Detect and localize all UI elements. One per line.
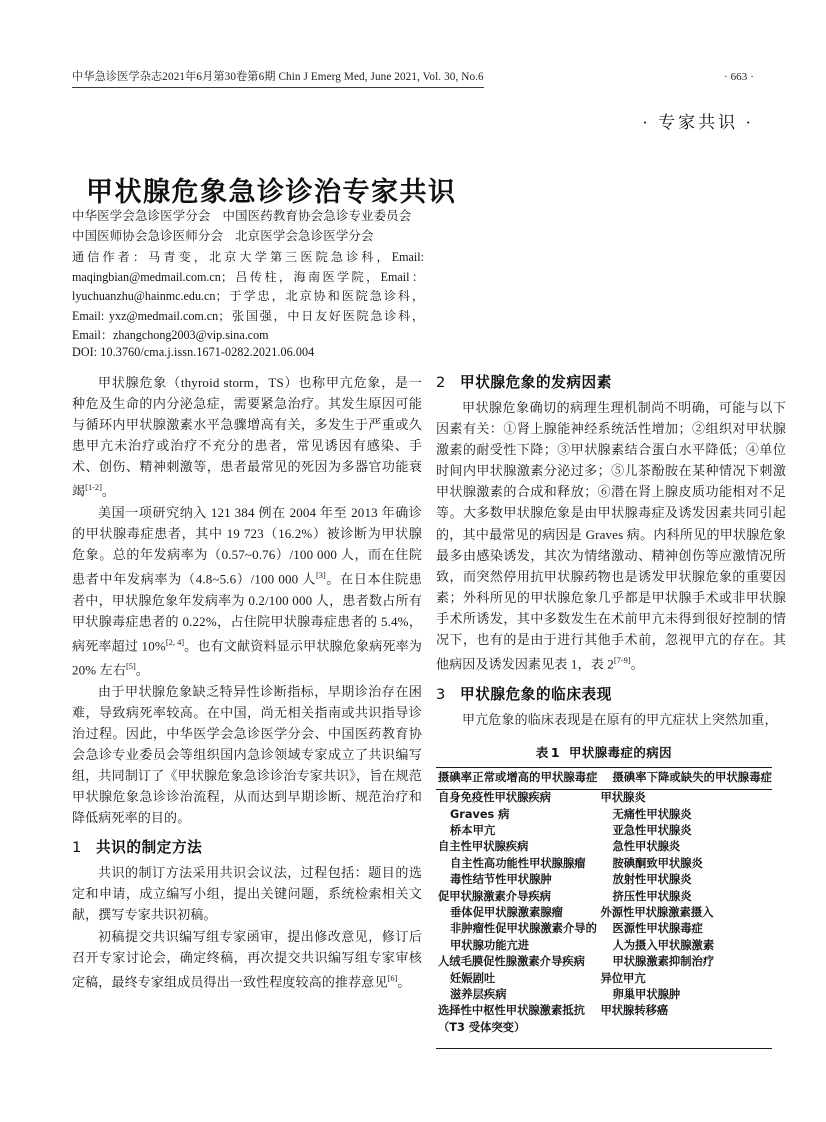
organization-0-b: 中国医药教育协会急诊专业委员会 (222, 209, 412, 223)
table-head (436, 767, 772, 789)
table-cell-text: 毒性结节性甲状腺肿 (450, 873, 552, 887)
table-cell-text: 医源性甲状腺毒症 (612, 922, 703, 936)
page-title: 甲状腺危象急诊诊治专家共识 (86, 177, 457, 208)
table-cell-text: 妊娠剧吐 (450, 971, 496, 985)
reference-marker: [5] (125, 662, 136, 672)
paragraph: 由于甲状腺危象缺乏特异性诊断指标，早期诊治存在困难，导致病死率较高。在中国，尚无相关指南或共识指导诊治过程。因此，中华医学会急诊医学分会、中国医药教育协会急诊专业委员会等组织国内急诊领域专家成立了共识编写组，共同制订了《甲状腺危象急诊诊治专家共识》，旨在规范甲状腺危象急诊诊治流程，从而达到早期诊断、规范治疗和降低病死率的目的。 (72, 683, 422, 826)
table-cell (598, 905, 772, 921)
table-row (436, 1020, 772, 1040)
table-cell (598, 1003, 772, 1019)
table-1 (436, 767, 772, 1041)
paragraph: 甲亢危象的临床表现是在原有的甲亢症状上突然加重， (462, 711, 778, 727)
table-cell (436, 971, 598, 987)
table-cell-text: （T3 受体突变） (438, 1020, 526, 1034)
table-cell (598, 889, 772, 905)
table-cell-text: 外源性甲状腺激素摄入 (600, 905, 714, 919)
table-row (436, 938, 772, 954)
table-cell (436, 905, 598, 921)
table-cell (598, 872, 772, 888)
running-head (72, 68, 754, 88)
table-caption (436, 742, 772, 763)
table-cell (598, 790, 772, 807)
section-heading-2 (436, 372, 786, 394)
organization-block (72, 207, 422, 246)
table-cell-text: 人为摄入甲状腺激素 (612, 938, 715, 952)
section-number: 3 (436, 685, 446, 703)
correspondence-block: 通信作者：马青变，北京大学第三医院急诊科，Email: maqingbian@medmail.com.cn；吕传柱，海南医学院，Email：lyuchuanzhu@hainmc.edu.cn；于学忠，北京协和医院急诊科，Email: yxz@medmail.com.cn；张国强，中日友好医院急诊科，Email：zhangchong2003@vip.sina.com (72, 250, 424, 343)
organization-0-a: 中华医学会急诊医学分会 (72, 209, 211, 223)
paragraph (436, 397, 786, 675)
table-cell-text: 卵巢甲状腺肿 (612, 988, 681, 1002)
category-label: · 专家共识 · (642, 113, 754, 132)
section-heading-1 (72, 837, 422, 859)
table-cell (598, 823, 772, 839)
paragraph-tail: 。也有文献资料显示甲状腺危象病死率为 20% 左右 (72, 638, 423, 678)
table-cell-text: 放射性甲状腺炎 (612, 873, 692, 887)
paragraph: 共识的制订方法采用共识会议法，过程包括：题目的选定和申请，成立编写小组，提出关键问题，系统检索相关文献，撰写专家共识初稿。 (72, 865, 422, 923)
paragraph-tail: 。 (135, 662, 149, 678)
reference-marker: [7-9] (613, 656, 631, 666)
table-row (436, 889, 772, 905)
table-cell (598, 1020, 772, 1040)
table-cell-text: 甲状腺功能亢进 (450, 938, 530, 952)
doi-line: DOI: 10.3760/cma.j.issn.1671-0282.2021.06.004 (72, 345, 315, 359)
table-cell (436, 921, 598, 937)
organization-line (72, 207, 422, 227)
paragraph (72, 502, 422, 681)
reference-marker: [1-2] (85, 483, 102, 493)
table-caption-label: 表 (535, 744, 549, 760)
table-row (436, 954, 772, 970)
table-cell (598, 839, 772, 855)
table-row (436, 823, 772, 839)
table-row (436, 790, 772, 807)
table-cell-text: 胺碘酮致甲状腺炎 (612, 856, 703, 870)
table-row (436, 905, 772, 921)
table-row (436, 987, 772, 1003)
table-cell (436, 872, 598, 888)
table-cell (436, 856, 598, 872)
table-cell-text: 非肿瘤性促甲状腺激素介导的 (450, 922, 597, 936)
section-heading-3 (436, 684, 786, 706)
table-body (436, 790, 772, 1041)
table-cell-text: 垂体促甲状腺激素腺瘤 (450, 905, 563, 919)
reference-marker: [3] (316, 571, 326, 581)
table-cell (436, 954, 598, 970)
table-row (436, 1003, 772, 1019)
table-row (436, 807, 772, 823)
table-cell-text: 甲状腺炎 (600, 791, 646, 805)
table-cell-text: 自身免疫性甲状腺疾病 (438, 791, 551, 805)
paragraph-text: 甲状腺危象（thyroid storm，TS）也称甲亢危象，是一种危及生命的内分泌急症，需要紧急治疗。其发生原因可能与循环内甲状腺激素水平急骤增高有关，多发生于严重或久患甲亢未治疗或治疗不充分的患者，常见诱因有感染、手术、创伤、精神刺激等，患者最常见的死因为多器官功能衰竭 (72, 375, 422, 499)
table-cell (598, 971, 772, 987)
table-cell (436, 987, 598, 1003)
table-cell (598, 807, 772, 823)
page-number: · 663 · (723, 71, 754, 83)
paragraph (72, 372, 422, 502)
table-caption-number: 1 (550, 744, 560, 760)
body-column-left (72, 372, 422, 992)
table-cell-text: 异位甲亢 (600, 971, 646, 985)
section-title: 甲状腺危象的临床表现 (460, 685, 612, 703)
section-number: 2 (436, 374, 446, 391)
reference-marker: [6] (387, 973, 398, 983)
table-cell-text: 选择性中枢性甲状腺激素抵抗 (438, 1004, 585, 1018)
table-bottom-rule (436, 1048, 772, 1049)
table-cell-text: 自主性高功能性甲状腺腺瘤 (450, 856, 586, 870)
section-number: 1 (72, 839, 82, 857)
table-cell (436, 823, 598, 839)
table-cell-text: 甲状腺激素抑制治疗 (612, 955, 715, 969)
table-cell (598, 954, 772, 970)
paragraph-tail: 。在日本住院患者中，甲状腺危象年发病率为 0.2/100 000 人，患者数占所有甲状腺毒症患者的 0.22%，占住院甲状腺毒症患者的 5.4%，病死率超过 10% (72, 571, 422, 654)
organization-1-b: 北京医学会急诊医学分会 (235, 228, 374, 243)
table-cell (598, 921, 772, 937)
table-cell-text: 急性甲状腺炎 (612, 840, 681, 854)
table-cell-text: 人绒毛膜促性腺激素介导疾病 (438, 955, 585, 969)
table-header-cell: 摄碘率下降或缺失的甲状腺毒症 (598, 767, 772, 789)
table-cell (598, 938, 772, 954)
reference-marker: [2, 4] (165, 637, 185, 647)
paragraph-tail: 。 (397, 974, 411, 990)
organization-line (72, 227, 422, 247)
table-row (436, 839, 772, 855)
table-row (436, 872, 772, 888)
organization-1-a: 中国医师协会急诊医师分会 (72, 228, 224, 243)
table-cell (436, 807, 598, 823)
paragraph-text: 初稿提交共识编写组专家函审，提出修改意见，修订后召开专家讨论会，确定终稿，再次提交共识编写组专家审核定稿，最终专家组成员得出一致性程度较高的推荐意见 (72, 928, 422, 990)
table-cell (436, 938, 598, 954)
table-cell-text: 挤压性甲状腺炎 (612, 889, 692, 903)
section-title: 共识的制定方法 (96, 839, 203, 857)
table-1-wrapper (436, 742, 772, 1050)
table-row (436, 856, 772, 872)
table-caption-title: 甲状腺毒症的病因 (568, 744, 673, 760)
table-cell-text: 自主性甲状腺疾病 (438, 840, 529, 854)
section-title: 甲状腺危象的发病因素 (460, 374, 612, 391)
running-head-title: 中华急诊医学杂志2021年6月第30卷第6期 Chin J Emerg Med, June 2021, Vol. 30, No.6 (72, 68, 484, 88)
table-row (436, 921, 772, 937)
table-cell-text: Graves 病 (450, 807, 510, 821)
paragraph-text: 美国一项研究纳入 121 384 例在 2004 年至 2013 年确诊的甲状腺毒症患者，其中 19 723（16.2%）被诊断为甲状腺危象。总的年发病率为（0.57~0.76）/100 000 人，而在住院患者中年发病率为（4.8~5.6）/100 000 人 (72, 504, 422, 587)
table-cell (436, 790, 598, 807)
table-cell-text: 无痛性甲状腺炎 (612, 807, 692, 821)
table-row (436, 971, 772, 987)
table-cell (598, 987, 772, 1003)
table-cell-text: 亚急性甲状腺炎 (612, 823, 692, 837)
table-cell (436, 1003, 598, 1019)
table-cell (598, 856, 772, 872)
table-cell (436, 889, 598, 905)
table-cell-text: 桥本甲亢 (450, 823, 496, 837)
paragraph-tail: 。 (101, 483, 116, 499)
table-cell-text: 促甲状腺激素介导疾病 (438, 889, 551, 903)
paragraph-tail: 。 (630, 656, 644, 672)
table-cell (436, 1020, 598, 1040)
table-cell-text: 甲状腺转移癌 (600, 1004, 669, 1018)
paragraph-text: 甲状腺危象确切的病理生理机制尚不明确，可能与以下因素有关：①肾上腺能神经系统活性增加；②组织对甲状腺激素的耐受性下降；③甲状腺素结合蛋白水平降低；④单位时间内甲状腺激素分泌过多；⑤儿茶酚胺在某种情况下刺激甲状腺激素的合成和释放；⑥潜在肾上腺皮质功能相对不足等。大多数甲状腺危象是由甲状腺毒症及诱发因素共同引起的，其中最常见的病因是 Graves 病。内科所见的甲状腺危象最多由感染诱发，其次为情绪激动、精神创伤等应激情况所致，而突然停用抗甲状腺药物也是诱发甲状腺危象的重要因素；外科所见的甲状腺危象几乎都是甲状腺手术或非甲状腺手术所诱发，其中多数发生在术前甲亢未得到很好控制的情况下，也有的是由于进行其他手术前，忽视甲亢的存在。其他病因及诱发因素见表 1，表 2 (436, 400, 786, 672)
table-cell (436, 839, 598, 855)
table-header-cell: 摄碘率正常或增高的甲状腺毒症 (436, 767, 598, 789)
table-cell-text: 滋养层疾病 (450, 988, 507, 1002)
paragraph (72, 926, 422, 993)
body-column-right (436, 372, 786, 1049)
table-header-row (436, 767, 772, 789)
